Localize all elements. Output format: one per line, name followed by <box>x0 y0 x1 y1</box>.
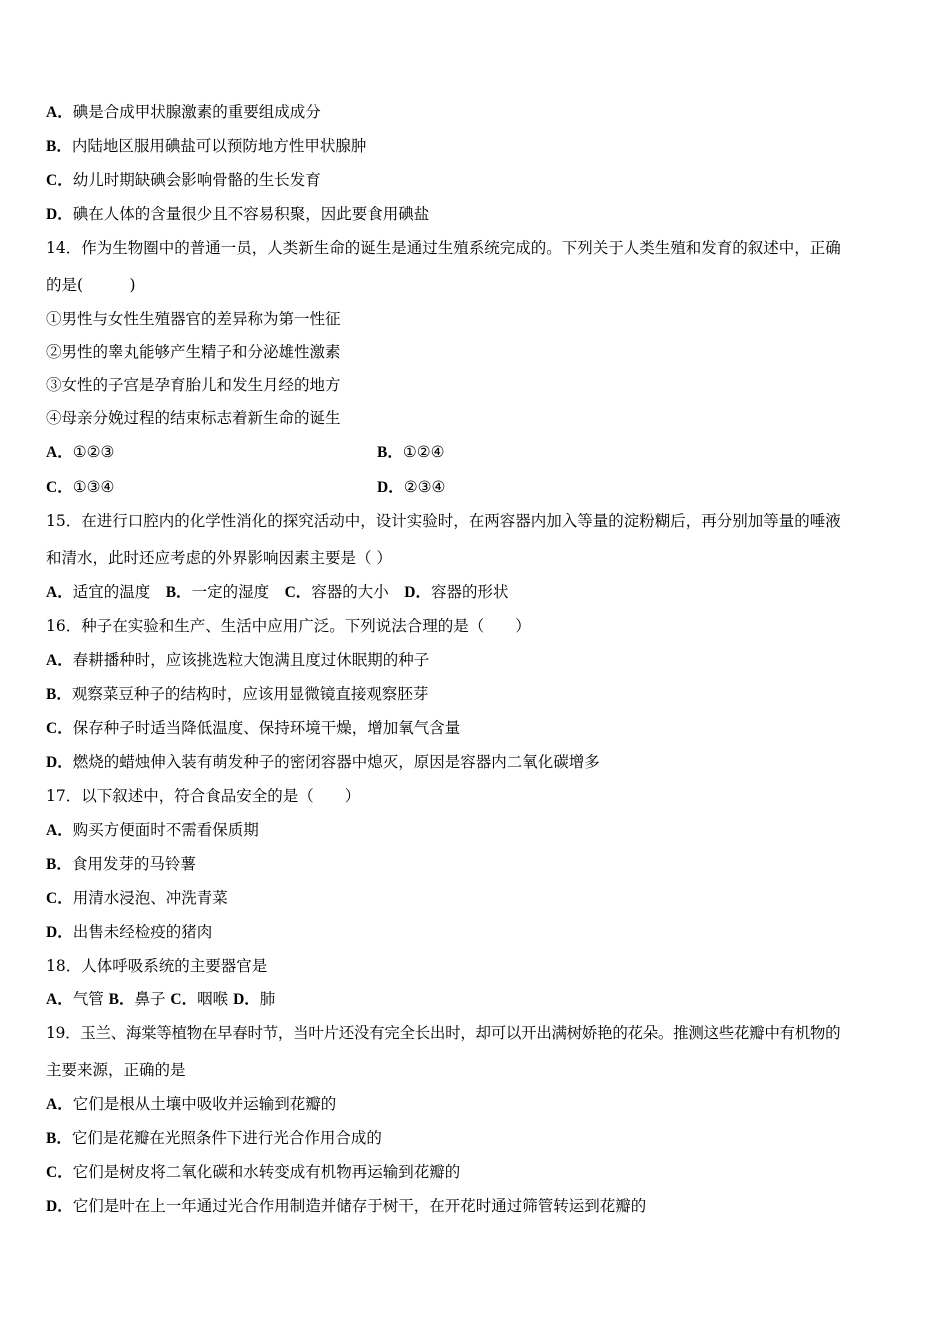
q14-option-a: A．①②③ <box>46 443 115 461</box>
q19-option-c: C．它们是树皮将二氧化碳和水转变成有机物再运输到花瓣的 <box>46 1163 461 1181</box>
q16-stem: 16．种子在实验和生产、生活中应用广泛。下列说法合理的是（ ） <box>46 617 531 635</box>
q14-option-d: D．②③④ <box>377 478 446 496</box>
q19-option-d: D．它们是叶在上一年通过光合作用制造并储存于树干，在开花时通过筛管转运到花瓣的 <box>46 1197 647 1215</box>
q13-option-c: C．幼儿时期缺碘会影响骨骼的生长发育 <box>46 171 321 189</box>
q14-options-row1 <box>46 442 906 463</box>
q17-option-a: A．购买方便面时不需看保质期 <box>46 821 259 839</box>
q19-option-b: B．它们是花瓣在光照条件下进行光合作用合成的 <box>46 1129 382 1147</box>
q16-option-d: D．燃烧的蜡烛伸入装有萌发种子的密闭容器中熄灭，原因是容器内二氧化碳增多 <box>46 753 600 771</box>
q17-option-d: D．出售未经检疫的猪肉 <box>46 923 213 941</box>
q18-option-c: C．咽喉 <box>170 990 234 1008</box>
q18-options <box>46 989 275 1010</box>
q16-option-b: B．观察菜豆种子的结构时，应该用显微镜直接观察胚芽 <box>46 685 429 703</box>
q18-option-d: D．肺 <box>233 990 276 1008</box>
q14-stem-line2: 的是( ) <box>46 276 136 294</box>
q14-statement-3: ③女性的子宫是孕育胎儿和发生月经的地方 <box>46 376 341 394</box>
q18-option-a: A．气管 <box>46 990 109 1008</box>
q15-option-b: B．一定的湿度 <box>165 583 285 601</box>
q19-option-a: A．它们是根从土壤中吸收并运输到花瓣的 <box>46 1095 337 1113</box>
q17-option-b: B．食用发芽的马铃薯 <box>46 855 196 873</box>
q15-stem-line1: 15．在进行口腔内的化学性消化的探究活动中，设计实验时，在两容器内加入等量的淀粉糊后，再分别加等量的唾液 <box>46 512 841 530</box>
q15-options <box>46 582 509 603</box>
q18-stem: 18．人体呼吸系统的主要器官是 <box>46 957 268 975</box>
q16-option-a: A．春耕播种时，应该挑选粒大饱满且度过休眠期的种子 <box>46 651 430 669</box>
q17-option-c: C．用清水浸泡、冲洗青菜 <box>46 889 228 907</box>
q13-option-b: B．内陆地区服用碘盐可以预防地方性甲状腺肿 <box>46 137 367 155</box>
q15-option-d: D．容器的形状 <box>404 583 509 601</box>
q14-options-row2 <box>46 477 906 498</box>
q19-stem-line1: 19．玉兰、海棠等植物在早春时节，当叶片还没有完全长出时，却可以开出满树娇艳的花朵。推测这些花瓣中有机物的 <box>46 1024 841 1042</box>
q19-stem-line2: 主要来源，正确的是 <box>46 1061 186 1079</box>
q13-option-d: D．碘在人体的含量很少且不容易积聚，因此要食用碘盐 <box>46 205 430 223</box>
q15-stem-line2: 和清水，此时还应考虑的外界影响因素主要是（ ） <box>46 549 392 567</box>
q18-option-b: B．鼻子 <box>108 990 171 1008</box>
q16-option-c: C．保存种子时适当降低温度、保持环境干燥，增加氧气含量 <box>46 719 461 737</box>
q14-statement-4: ④母亲分娩过程的结束标志着新生命的诞生 <box>46 409 341 427</box>
q14-option-c: C．①③④ <box>46 478 115 496</box>
q14-statement-1: ①男性与女性生殖器官的差异称为第一性征 <box>46 310 341 328</box>
q13-option-a: A．碘是合成甲状腺激素的重要组成成分 <box>46 103 321 121</box>
q14-statement-2: ②男性的睾丸能够产生精子和分泌雄性激素 <box>46 343 341 361</box>
q17-stem: 17．以下叙述中，符合食品安全的是（ ） <box>46 787 361 805</box>
q15-option-c: C．容器的大小 <box>284 583 405 601</box>
q14-stem-line1: 14．作为生物圈中的普通一员，人类新生命的诞生是通过生殖系统完成的。下列关于人类生殖和发育的叙述中，正确 <box>46 239 841 257</box>
q15-option-a: A．适宜的温度 <box>46 583 166 601</box>
q14-option-b: B．①②④ <box>377 443 445 461</box>
